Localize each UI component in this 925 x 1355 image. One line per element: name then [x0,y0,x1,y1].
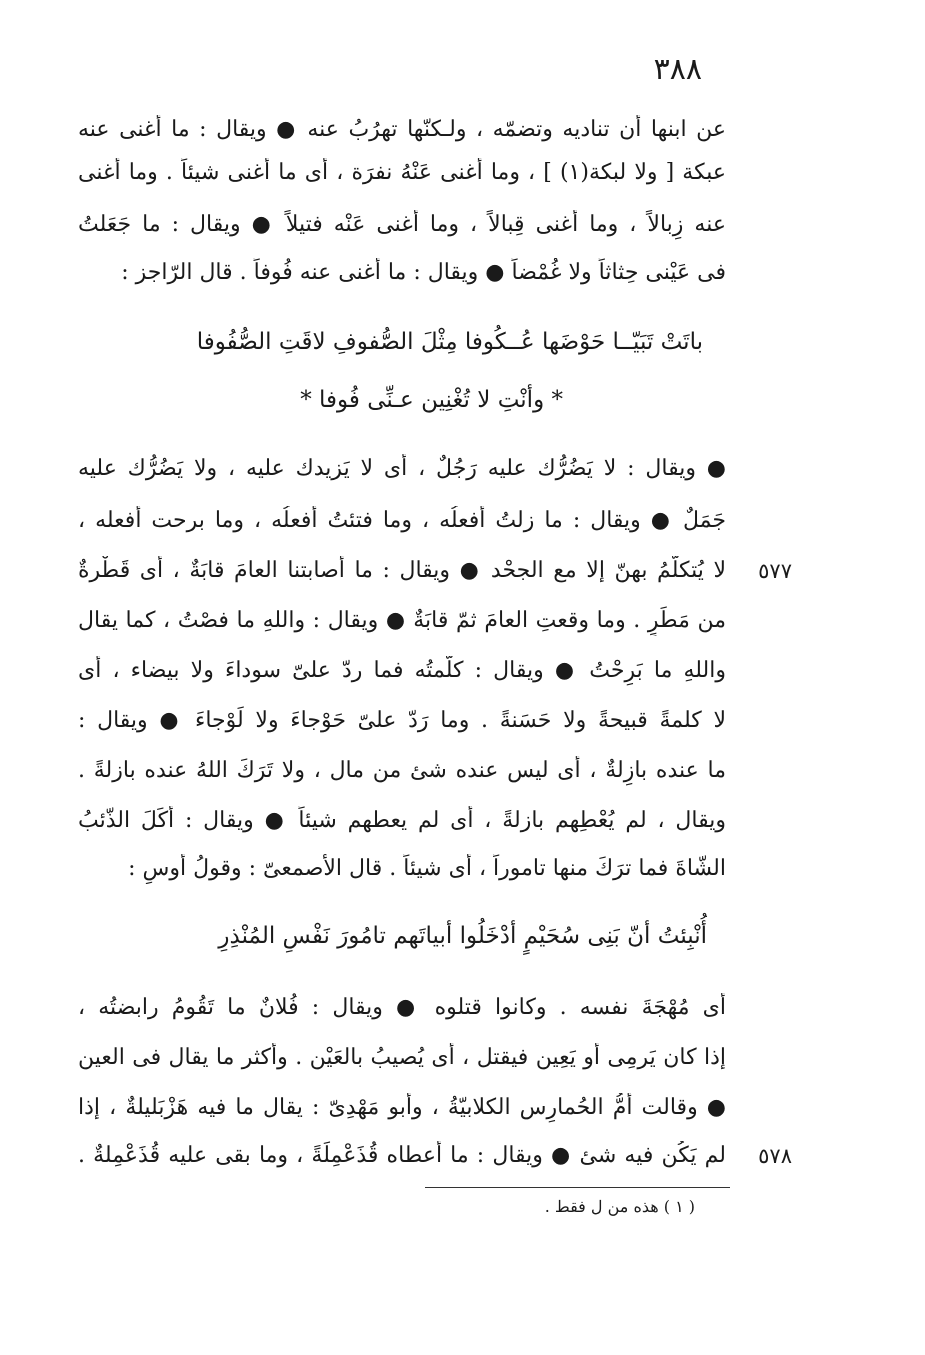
margin-number: ٥٧٧ [758,559,792,583]
text-line: ● ويقال : لا يَضُرُّك عليه رَجُلٌ ، أى لا يَزيدك عليه ، ولا يَضُرُّك عليه [78,456,726,481]
verse-line: أُنْبِئتُ أنّ بَنِى سُحَيْمٍ أدْخَلُوا أبياتَهم تامُورَ نَفْسِ المُنْذِرِ [218,923,707,949]
verse-line: * وأنْتِ لا تُغْنِين عـنِّى فُوفا * [300,387,563,413]
text-line: عبكة [ ولا لبكة(١) ] ، وما أغنى عَنْهُ نفرَة ، أى ما أغنى شيئاً . وما أغنى [78,160,726,185]
text-line: عن ابنها أن تناديه وتضمّه ، ولـكنّها تهرُبُ عنه ● ويقال : ما أغنى عنه [78,117,726,142]
text-line: ما عنده بازِلةٌ ، أى ليس عنده شئ من مال ، ولا تَرَكَ اللهُ عنده بازلةً . [78,758,726,783]
text-line: عنه زِبالاً ، وما أغنى قِبالاً ، وما أغنى عَنْه فتيلاً ● ويقال : ما جَعَلتُ [78,212,726,237]
margin-number: ٥٧٨ [758,1144,792,1168]
footnote: ( ١ ) هذه من ل فقط . [544,1197,695,1216]
text-line: ويقال ، لم يُعْطِهم بازلةً ، أى لم يعطهم شيئاً ● ويقال : أكَلَ الذّئبُ [78,808,726,833]
text-line: من مَطَرٍ . وما وقعتِ العامَ ثمّ قابَةٌ ● ويقال : واللهِ ما فصْتُ ، كما يقال [78,608,726,633]
text-line: لا يُتكلّمُ بهنّ إلا مع الجحْد ● ويقال : ما أصابتنا العامَ قابَةٌ ، أى قَطْرةٌ [78,558,726,583]
text-line: الشّاةَ فما ترَكَ منها تاموراً ، أى شيئاً . قال الأصمعىّ : وقولُ أوسٍ : [128,856,726,881]
text-line: أى مُهْجَةَ نفسه . وكانوا قتلوه ● ويقال : فُلانٌ ما تَقُومُ رابضتُه ، [78,995,726,1020]
text-line: ● وقالت أُمُّ الحُمارِس الكلابيّةُ ، وأبو مَهْدِىّ : يقال ما فيه هَزْبَليلةٌ ، إذا [78,1095,726,1120]
text-line: واللهِ ما بَرِحْتُ ● ويقال : كلّمتُه فما ردّ علىّ سوداءَ ولا بيضاء ، أى [78,658,726,683]
verse-line: باتَتْ تَبَيّــا حَوْضَها عُــكُوفا مِثْلَ الصُّفوفِ لاقَتِ الصُّفُوفا [196,329,703,355]
page-number: ٣٨٨ [653,52,702,87]
text-line: جَمَلٌ ● ويقال : ما زلتُ أفعلُه ، وما فتئتُ أفعلُه ، وما برحت أفعله ، [78,508,726,533]
text-line: لم يَكُن فيه شئ ● ويقال : ما أعطاه قُذَعْمِلَةً ، وما بقى عليه قُذَعْمِلةٌ . [78,1143,726,1168]
text-line: إذا كان يَرمِى أو يَعِين فيقتل ، أى يُصيبُ بالعَيْن . وأكثر ما يقال فى العين [78,1045,726,1070]
footnote-rule [425,1187,730,1188]
text-line: لا كلمةً قبيحةً ولا حَسَنةً . وما رَدّ علىّ حَوْجاءَ ولا لَوْجاءَ ● ويقال : [78,708,726,733]
text-line: فى عَيْنى حِثاثاً ولا غُمْضاً ● ويقال : ما أغنى عنه فُوفاً . قال الرّاجز : [121,260,726,285]
